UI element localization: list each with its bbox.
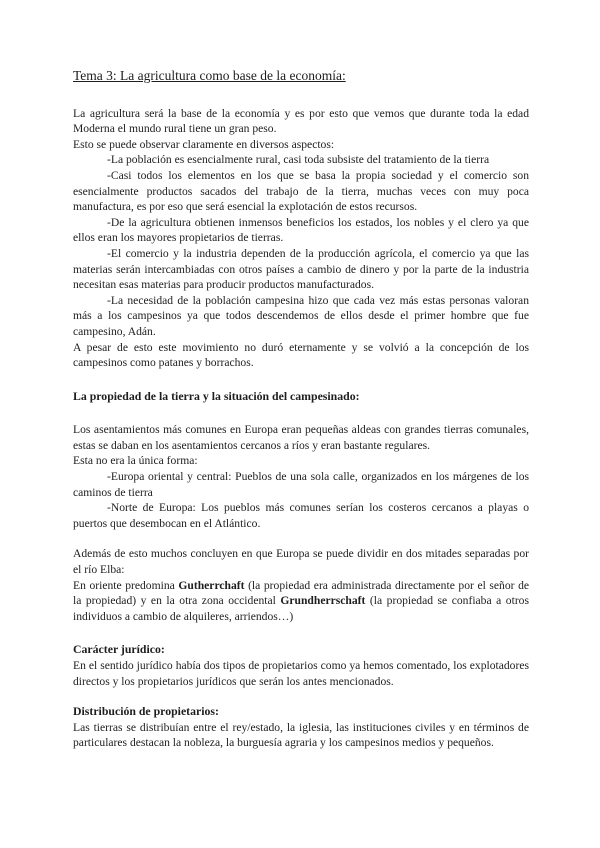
intro-item: -La necesidad de la población campesina hizo que cada vez más estas personas valoran más a los campesinos ya que todos descendemos de ellos desde el primer hombre que fue campesino, Adán. bbox=[73, 293, 529, 338]
section-heading-caracter-juridico: Carácter jurídico: bbox=[73, 642, 165, 657]
document-page bbox=[73, 68, 529, 751]
intro-conclusion: A pesar de esto este movimiento no duró eternamente y se volvió a la concepción de los campesinos como patanes y borrachos. bbox=[73, 340, 529, 370]
section1-propiedad-types bbox=[73, 578, 529, 625]
section3-paragraph: Las tierras se distribuían entre el rey/estado, la iglesia, las instituciones civiles y en términos de particulares destacan la nobleza, la burguesía agraria y los campesinos medios y pequeños. bbox=[73, 720, 529, 750]
intro-paragraph: La agricultura será la base de la economía y es por esto que vemos que durante toda la edad Moderna el mundo rural tiene un gran peso. bbox=[73, 106, 529, 136]
section1-item: -Norte de Europa: Los pueblos más comunes serían los costeros cercanos a playas o puertos que desembocan en el Atlántico. bbox=[73, 501, 529, 530]
intro-item: -El comercio y la industria dependen de la producción agrícola, el comercio ya que las materias serán intercambiadas con otros países a cambio de dinero y por la parte de la industria necesitan esas materias para producir productos manufacturados. bbox=[73, 246, 529, 292]
term-gutherrchaft: Gutherrchaft bbox=[178, 578, 245, 592]
text-span: En oriente predomina bbox=[73, 578, 179, 592]
intro-lead: Esto se puede observar claramente en diversos aspectos: bbox=[73, 137, 335, 151]
intro-item: -De la agricultura obtienen inmensos beneficios los estados, los nobles y el clero ya que ellos eran los mayores propietarios de tierras. bbox=[73, 215, 529, 245]
section2-paragraph: En el sentido jurídico había dos tipos de propietarios como ya hemos comentado, los explotadores directos y los propietarios jurídicos que serán los antes mencionados. bbox=[73, 659, 529, 688]
section1-item: -Europa oriental y central: Pueblos de una sola calle, organizados en los márgenes de los caminos de tierra bbox=[73, 470, 529, 499]
text-span: (la propiedad era administrada directamente por el señor de la propiedad) y en la otra zona occidental bbox=[73, 578, 530, 608]
text-span: (la propiedad se confiaba a otros individuos a cambio de alquileres, arriendos…) bbox=[73, 594, 529, 623]
section1-elba-paragraph: Además de esto muchos concluyen en que Europa se puede dividir en dos mitades separadas por el río Elba: bbox=[73, 547, 529, 577]
intro-item: -Casi todos los elementos en los que se basa la propia sociedad y el comercio son esencialmente productos sacados del trabajo de la tierra, muchas veces con muy poca manufactura, es por eso que será esencial la explotación de estos recursos. bbox=[73, 168, 529, 214]
section-heading-propiedad: La propiedad de la tierra y la situación del campesinado: bbox=[73, 388, 360, 403]
section1-paragraph: Los asentamientos más comunes en Europa eran pequeñas aldeas con grandes tierras comunales, estas se daban en los asentamientos cercanos a ríos y eran bastante regulares. bbox=[73, 423, 529, 452]
term-grundherrschaft: Grundherrschaft bbox=[280, 594, 366, 608]
section1-lead: Esta no era la única forma: bbox=[73, 454, 198, 468]
intro-item: -La población es esencialmente rural, casi toda subsiste del tratamiento de la tierra bbox=[107, 153, 490, 167]
section-heading-distribucion: Distribución de propietarios: bbox=[73, 704, 219, 719]
page-title: Tema 3: La agricultura como base de la economía: bbox=[73, 68, 346, 83]
